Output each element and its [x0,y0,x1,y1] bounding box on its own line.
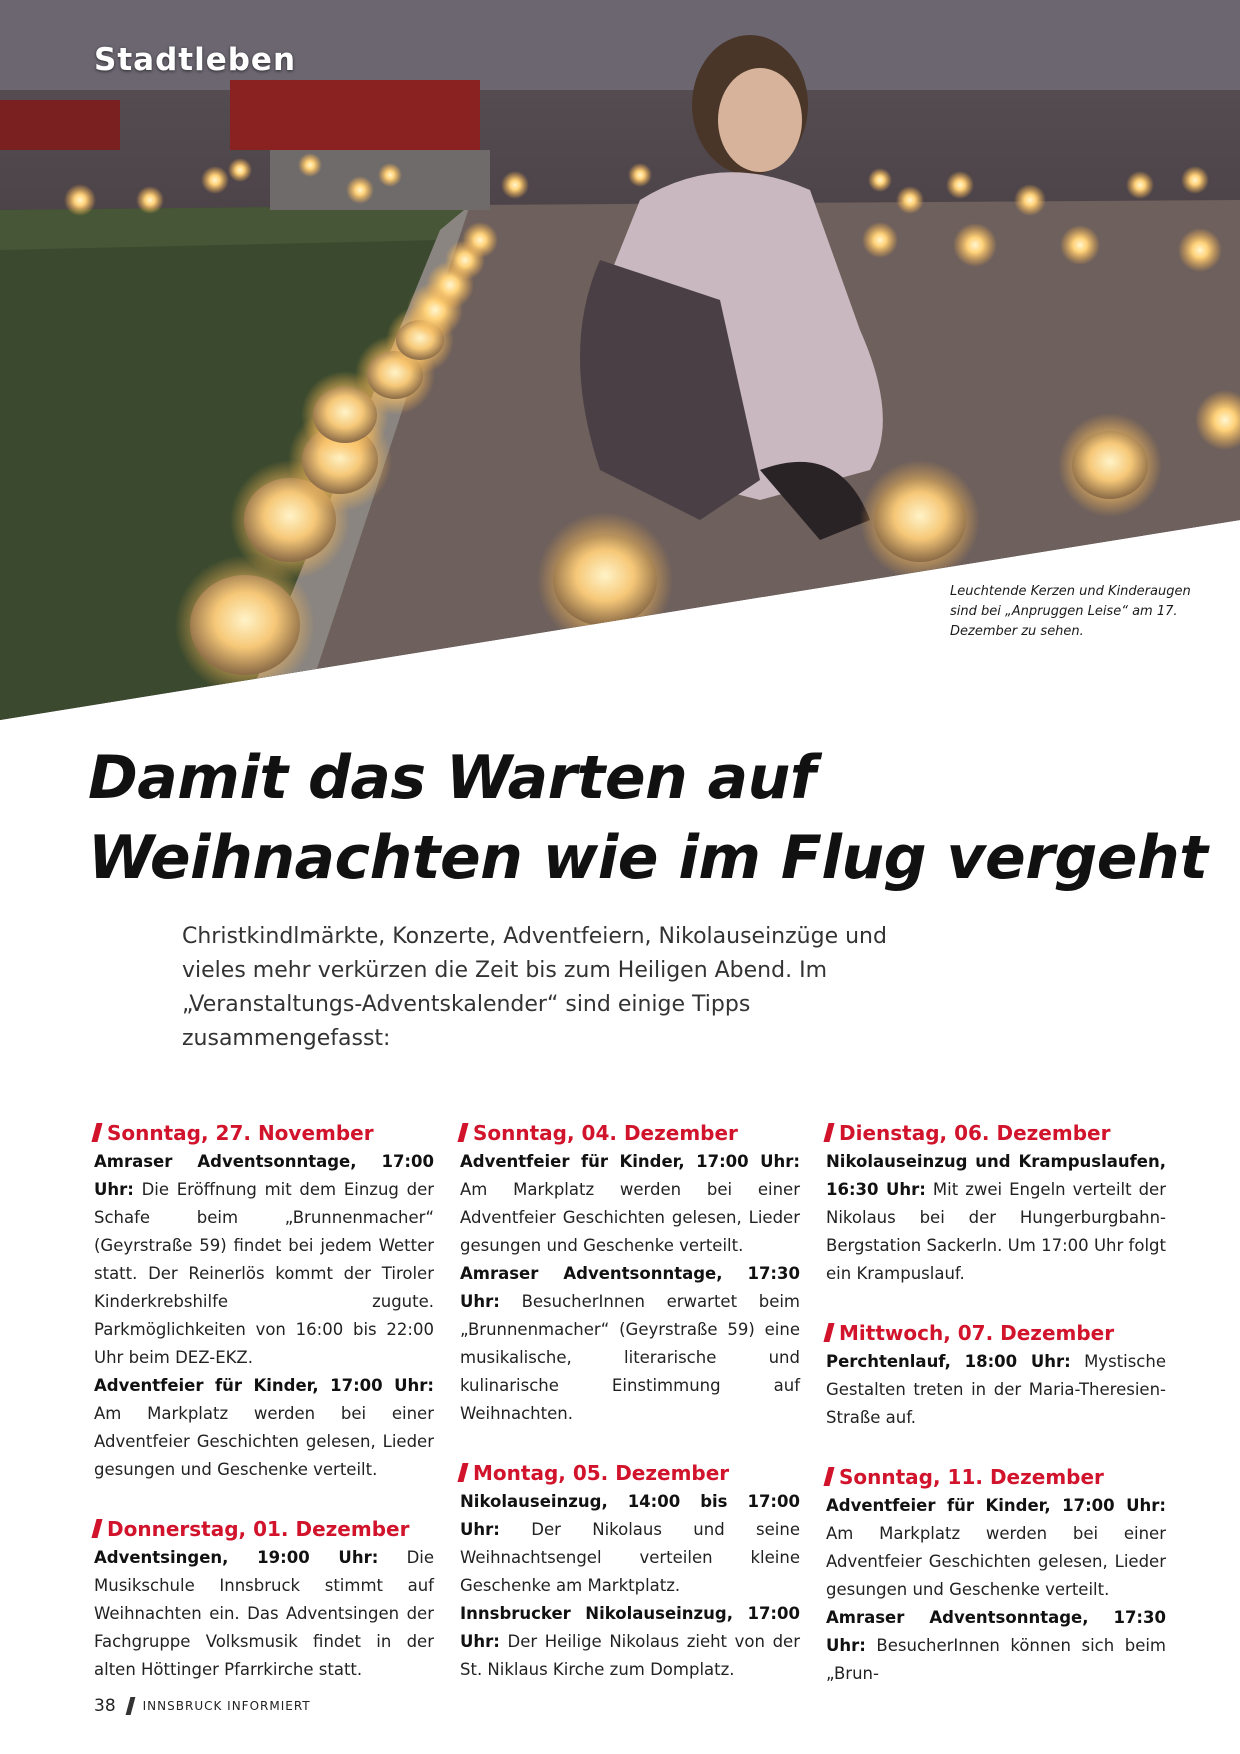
event-entry [826,1348,1166,1432]
event-title: Perchtenlauf, 18:00 Uhr: [826,1352,1071,1371]
event-text: BesucherInnen können sich beim „Brun- [826,1636,1166,1683]
event-title: Nikolauseinzug, 14:00 bis 17:00 Uhr: [460,1492,800,1539]
event-entry [826,1604,1166,1688]
day-block [826,1118,1166,1288]
page-footer [94,1696,311,1716]
event-text: Der Heilige Nikolaus zieht von der St. Niklaus Kirche zum Domplatz. [460,1632,800,1679]
slash-marker-icon [823,1123,834,1142]
section-label: Stadtleben [94,42,297,78]
day-block [94,1118,434,1484]
event-title: Adventsingen, 19:00 Uhr: [94,1548,379,1567]
event-entry [460,1148,800,1260]
day-block [460,1458,800,1684]
slash-marker-icon [125,1697,135,1715]
day-title: Montag, 05. Dezember [460,1458,800,1488]
event-title: Amraser Adventsonntage, 17:00 Uhr: [94,1152,434,1199]
slash-marker-icon [823,1467,834,1486]
day-title: Donnerstag, 01. Dezember [94,1514,434,1544]
day-title: Sonntag, 04. Dezember [460,1118,800,1148]
slash-marker-icon [91,1519,102,1538]
event-text: Die Eröffnung mit dem Einzug der Schafe beim „Brunnenmacher“ (Geyrstraße 59) findet bei jedem Wetter statt. Der Reinerlös kommt der Tiroler Kinderkrebshilfe zugute. Parkmöglichkeiten von 16:00 bis 22:00 Uhr beim DEZ-EKZ. [94,1180,434,1367]
event-entry [94,1544,434,1684]
event-text: Der Nikolaus und seine Weihnachtsengel verteilen kleine Geschenke am Marktplatz. [460,1520,800,1595]
column-2 [460,1118,800,1714]
event-entry [460,1600,800,1684]
slash-marker-icon [457,1463,468,1482]
event-entry [826,1148,1166,1288]
day-block [460,1118,800,1428]
event-text: Mit zwei Engeln verteilt der Nikolaus bei der Hungerburgbahn-Bergstation Sackerln. Um 17:00 Uhr folgt ein Krampuslauf. [826,1180,1166,1283]
event-text: BesucherInnen erwartet beim „Brunnenmacher“ (Geyrstraße 59) eine musikalische, literarische und kulinarische Einstimmung auf Weihnachten. [460,1292,800,1423]
day-title: Dienstag, 06. Dezember [826,1118,1166,1148]
headline: Damit das Warten auf Weihnachten wie im Flug vergeht [88,743,1208,893]
publication-name: INNSBRUCK INFORMIERT [142,1699,311,1713]
event-entry [460,1488,800,1600]
day-title: Sonntag, 27. November [94,1118,434,1148]
slash-marker-icon [457,1123,468,1142]
event-entry [460,1260,800,1428]
event-title: Amraser Adventsonntage, 17:30 Uhr: [460,1264,800,1311]
column-3 [826,1118,1166,1718]
event-title: Adventfeier für Kinder, 17:00 Uhr: [94,1376,434,1395]
day-title: Sonntag, 11. Dezember [826,1462,1166,1492]
slash-marker-icon [91,1123,102,1142]
event-text: Am Markplatz werden bei einer Adventfeier Geschichten gelesen, Lieder gesungen und Geschenke verteilt. [460,1180,800,1255]
event-title: Adventfeier für Kinder, 17:00 Uhr: [460,1152,800,1171]
page-number: 38 [94,1696,116,1716]
event-title: Adventfeier für Kinder, 17:00 Uhr: [826,1496,1166,1515]
lead-paragraph: Christkindlmärkte, Konzerte, Adventfeiern, Nikolauseinzüge und vieles mehr verkürzen die Zeit bis zum Heiligen Abend. Im „Veranstaltungs-Adventskalender“ sind einige Tipps zusammengefasst: [182,924,887,1051]
event-text: Am Markplatz werden bei einer Adventfeier Geschichten gelesen, Lieder gesungen und Geschenke verteilt. [94,1404,434,1479]
event-title: Nikolauseinzug und Krampuslaufen, 16:30 Uhr: [826,1152,1166,1199]
slash-marker-icon [823,1323,834,1342]
event-title: Amraser Adventsonntage, 17:30 Uhr: [826,1608,1166,1655]
day-block [826,1318,1166,1432]
day-block [94,1514,434,1684]
event-text: Mystische Gestalten treten in der Maria-Theresien-Straße auf. [826,1352,1166,1427]
event-entry [94,1148,434,1372]
event-text: Die Musikschule Innsbruck stimmt auf Weihnachten ein. Das Adventsingen der Fachgruppe Volksmusik findet in der alten Höttinger Pfarrkirche statt. [94,1548,435,1679]
photo-caption: Leuchtende Kerzen und Kinderaugen sind bei „Anpruggen Leise“ am 17. Dezember zu sehen. [950,584,1191,639]
column-1 [94,1118,434,1714]
event-entry [94,1372,434,1484]
event-text: Am Markplatz werden bei einer Adventfeier Geschichten gelesen, Lieder gesungen und Geschenke verteilt. [826,1524,1166,1599]
day-title: Mittwoch, 07. Dezember [826,1318,1166,1348]
day-block [826,1462,1166,1688]
event-entry [826,1492,1166,1604]
event-title: Innsbrucker Nikolauseinzug, 17:00 Uhr: [460,1604,800,1651]
